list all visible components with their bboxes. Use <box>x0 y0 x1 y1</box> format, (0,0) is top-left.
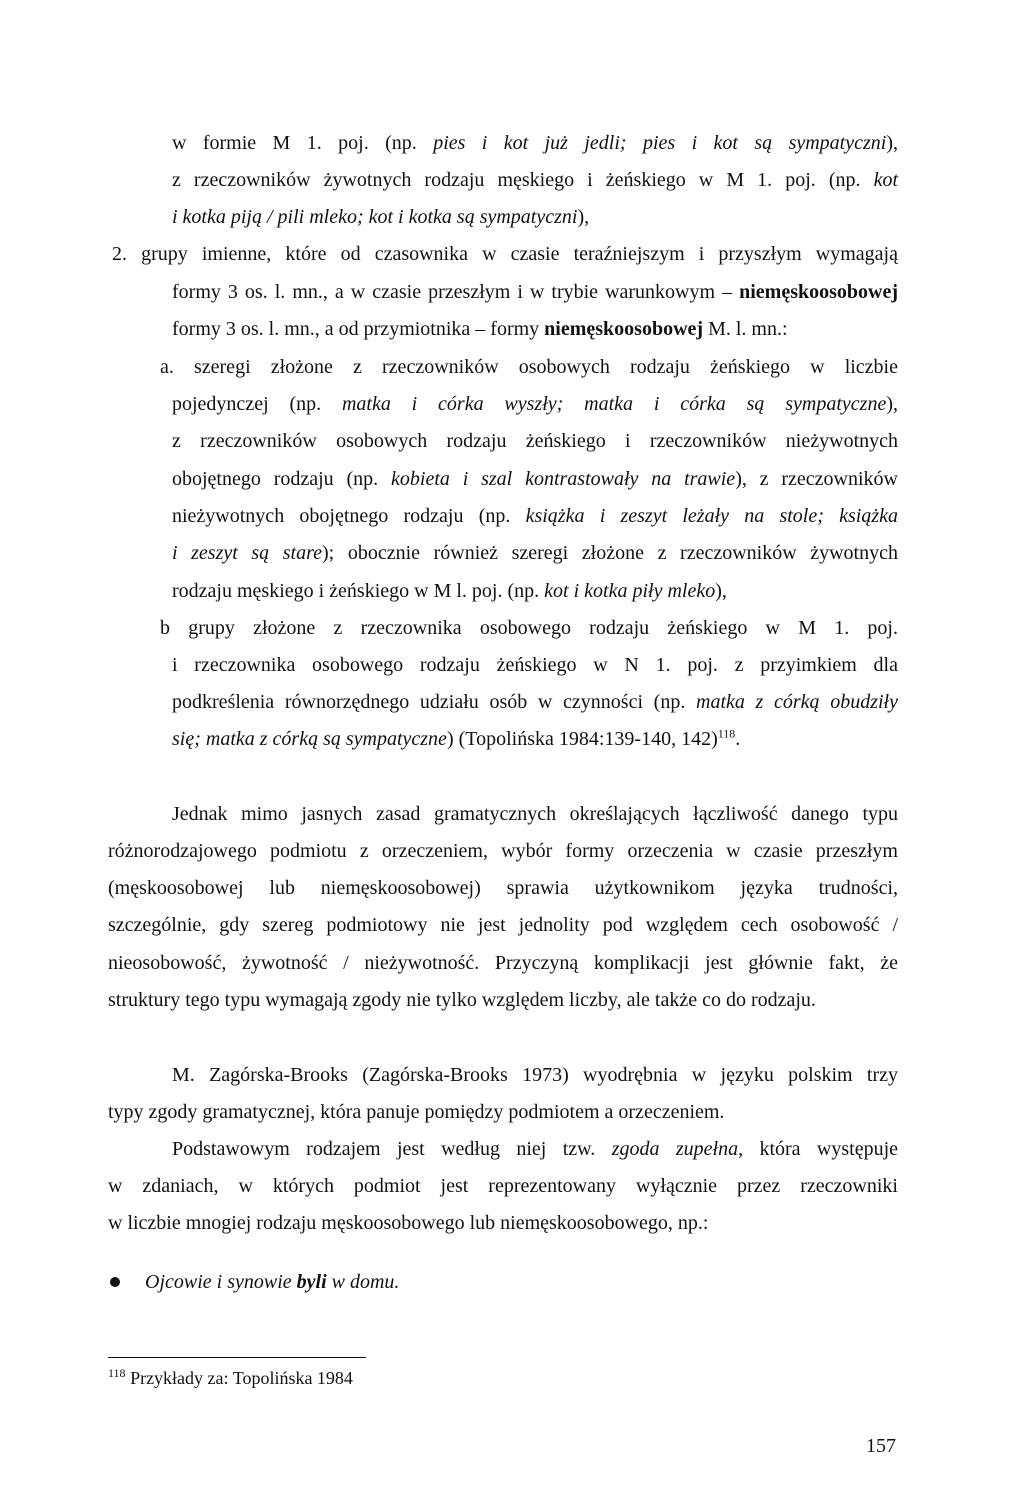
footnote-rule <box>108 1357 366 1358</box>
text-run: się; matka z córką są sympatyczne <box>172 728 447 750</box>
text-line <box>108 951 898 975</box>
text-line <box>172 727 740 751</box>
text-run: pojedynczej (np. <box>172 393 342 415</box>
text-run: i rzeczownika osobowego rodzaju żeńskiego w N 1. poj. z przyimkiem dla <box>172 654 898 676</box>
text-run: Przykłady za: Topolińska 1984 <box>125 1368 353 1388</box>
text-run: z rzeczowników osobowych rodzaju żeńskiego i rzeczowników nieżywotnych <box>172 430 898 452</box>
text-line <box>108 1211 708 1235</box>
text-run: w zdaniach, w których podmiot jest reprezentowany wyłącznie przez rzeczowniki <box>108 1175 898 1197</box>
text-line <box>172 579 727 603</box>
text-line <box>172 205 589 229</box>
text-run: w formie M 1. poj. (np. <box>172 132 434 154</box>
text-run: formy 3 os. l. mn., a od przymiotnika – formy <box>172 318 545 340</box>
text-run: ), <box>886 132 898 154</box>
example-sentence <box>145 1270 399 1294</box>
text-run: różnorodzajowego podmiotu z orzeczeniem, wybór formy orzeczenia w czasie przeszłym <box>108 840 898 862</box>
text-run: Ojcowie i synowie <box>145 1271 297 1293</box>
text-line <box>172 467 898 491</box>
text-run: pies i kot już jedli; pies i kot są sympatyczni <box>433 132 887 154</box>
text-run: Podstawowym rodzajem jest według niej tzw. <box>172 1138 612 1160</box>
text-run: 2. grupy imienne, które od czasownika w czasie teraźniejszym i przyszłym wymagają <box>112 243 898 265</box>
text-run: nieżywotnych obojętnego rodzaju (np. <box>172 505 526 527</box>
text-line <box>172 690 898 714</box>
text-run: nieosobowość, żywotność / nieżywotność. Przyczyną komplikacji jest głównie fakt, że <box>108 952 898 974</box>
text-run: szczególnie, gdy szereg podmiotowy nie jest jednolity pod względem cech osobowość / <box>108 914 898 936</box>
text-run: zgoda zupełna <box>611 1138 739 1160</box>
text-run: M. l. mn.: <box>703 318 788 340</box>
text-run: niemęskoosobowej <box>739 281 898 303</box>
text-line <box>172 541 898 565</box>
text-line <box>160 355 898 379</box>
text-line <box>112 242 898 266</box>
text-line <box>172 131 898 155</box>
text-run: formy 3 os. l. mn., a w czasie przeszłym i w trybie warunkowym – <box>172 281 740 303</box>
text-run: ), z rzeczowników <box>735 468 899 490</box>
text-line <box>172 504 898 528</box>
text-run: w liczbie mnogiej rodzaju męskoosobowego lub niemęskoosobowego, np.: <box>108 1212 709 1234</box>
text-run: ), <box>886 393 898 415</box>
text-run: obojętnego rodzaju (np. <box>172 468 392 490</box>
text-run: typy zgody gramatycznej, która panuje pomiędzy podmiotem a orzeczeniem. <box>108 1101 725 1123</box>
text-line <box>108 876 898 900</box>
text-run: w domu. <box>326 1271 400 1293</box>
text-run: kot i kotka piły mleko <box>544 580 716 602</box>
text-line <box>172 429 898 453</box>
text-run: Jednak mimo jasnych zasad gramatycznych określających łączliwość danego typu <box>172 803 898 825</box>
text-line <box>172 168 898 192</box>
text-run: 118 <box>108 1366 126 1380</box>
text-run: podkreślenia równorzędnego udziału osób w czynności (np. <box>172 691 696 713</box>
text-run: ) (Topolińska 1984:139-140, 142) <box>446 728 718 750</box>
text-run: ), <box>577 206 590 228</box>
text-line <box>108 913 898 937</box>
text-line <box>172 1063 898 1087</box>
text-run: , która występuje <box>738 1138 899 1160</box>
text-run: i zeszyt są stare <box>172 542 323 564</box>
text-run: matka z córką obudziły <box>696 691 898 713</box>
text-run: 118 <box>717 726 736 741</box>
text-run: b grupy złożone z rzeczownika osobowego rodzaju żeńskiego w M 1. poj. <box>160 617 898 639</box>
text-run: ), <box>715 580 727 602</box>
text-run: struktury tego typu wymagają zgody nie tylko względem liczby, ale także co do rodzaju. <box>108 989 816 1011</box>
text-line <box>108 839 898 863</box>
text-line <box>108 1100 724 1124</box>
text-run: byli <box>296 1271 327 1293</box>
text-run: kobieta i szal kontrastowały na trawie <box>391 468 736 490</box>
text-run: M. Zagórska-Brooks (Zagórska-Brooks 1973) wyodrębnia w języku polskim trzy <box>172 1064 898 1086</box>
text-line <box>108 1174 898 1198</box>
text-run: kot <box>873 169 898 191</box>
text-run: a. szeregi złożone z rzeczowników osobowych rodzaju żeńskiego w liczbie <box>160 356 898 378</box>
text-line <box>172 317 788 341</box>
text-line <box>172 653 898 677</box>
text-line <box>172 280 898 304</box>
text-run: książka i zeszyt leżały na stole; książka <box>525 505 898 527</box>
text-run: (męskoosobowej lub niemęskoosobowej) sprawia użytkownikom języka trudności, <box>108 877 898 899</box>
text-run: niemęskoosobowej <box>544 318 704 340</box>
footnote <box>108 1366 353 1390</box>
text-run: i kotka piją / pili mleko; kot i kotka są sympatyczni <box>172 206 578 228</box>
bullet-icon <box>110 1277 120 1287</box>
text-run: rodzaju męskiego i żeńskiego w M l. poj. (np. <box>172 580 545 602</box>
text-line <box>172 1137 898 1161</box>
text-line <box>172 802 898 826</box>
text-run: ); obocznie również szeregi złożone z rzeczowników żywotnych <box>322 542 898 564</box>
text-run: z rzeczowników żywotnych rodzaju męskiego i żeńskiego w M 1. poj. (np. <box>172 169 874 191</box>
page-number: 157 <box>866 1435 896 1457</box>
text-run: . <box>735 728 741 750</box>
text-line <box>172 392 898 416</box>
text-run: matka i córka wyszły; matka i córka są sympatyczne <box>341 393 887 415</box>
text-line <box>160 616 898 640</box>
text-line <box>108 988 816 1012</box>
